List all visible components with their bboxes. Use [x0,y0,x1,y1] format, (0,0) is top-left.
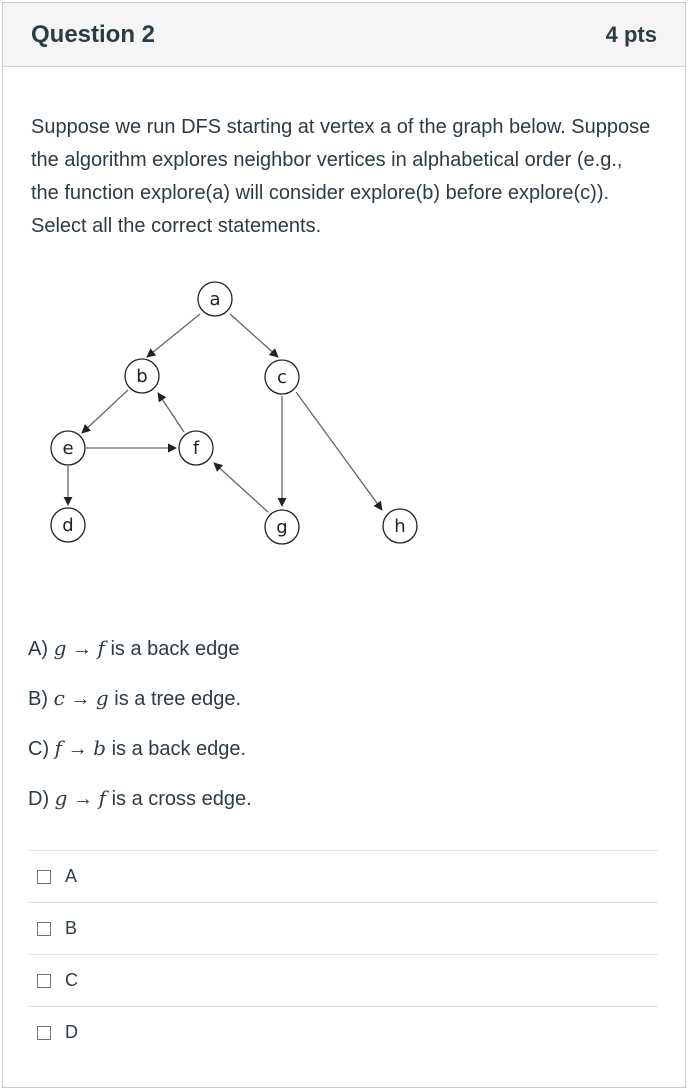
statement-a: A) g → f is a back edge [28,636,240,660]
answer-option-c[interactable]: C [28,954,658,1006]
svg-text:e: e [62,438,74,459]
dfs-graph [40,280,440,560]
svg-text:a: a [209,289,221,310]
node-b [125,359,159,393]
question-points: 4 pts [605,21,657,47]
statements-list [28,630,252,830]
node-d [51,508,85,542]
edge-a-b [147,314,200,357]
question-header [3,3,685,67]
statement-b: B) c → g is a tree edge. [28,686,242,710]
svg-text:f: f [192,438,200,459]
svg-text:h: h [394,516,406,537]
checkbox-a[interactable] [37,870,51,884]
node-g [265,510,299,544]
checkbox-b[interactable] [37,922,51,936]
edge-a-c [230,314,278,357]
node-e [51,431,85,465]
svg-text:d: d [62,515,74,536]
answer-list [28,850,658,1058]
statement-c: C) f → b is a back edge. [28,736,247,760]
svg-text:b: b [136,366,148,387]
statement-d: D) g → f is a cross edge. [28,786,252,810]
node-f [179,431,213,465]
checkbox-c[interactable] [37,974,51,988]
svg-text:c: c [277,367,287,388]
svg-text:g: g [276,517,288,538]
answer-option-a[interactable]: A [28,850,658,902]
edge-b-e [82,390,128,433]
edge-g-f [214,463,268,512]
node-h [383,509,417,543]
edge-c-h [296,392,382,510]
node-a [198,282,232,316]
checkbox-d[interactable] [37,1026,51,1040]
question-prompt: Suppose we run DFS starting at vertex a of the graph below. Suppose the algorithm explores neighbor vertices in alphabetical order (e.g., the function explore(a) will consider explore(b) before explore(c)). Select all the correct statements. [31,116,651,237]
edge-f-b [158,393,184,432]
question-title: Question 2 [31,20,156,48]
answer-option-d[interactable]: D [28,1006,658,1058]
answer-option-b[interactable]: B [28,902,658,954]
node-c [265,360,299,394]
